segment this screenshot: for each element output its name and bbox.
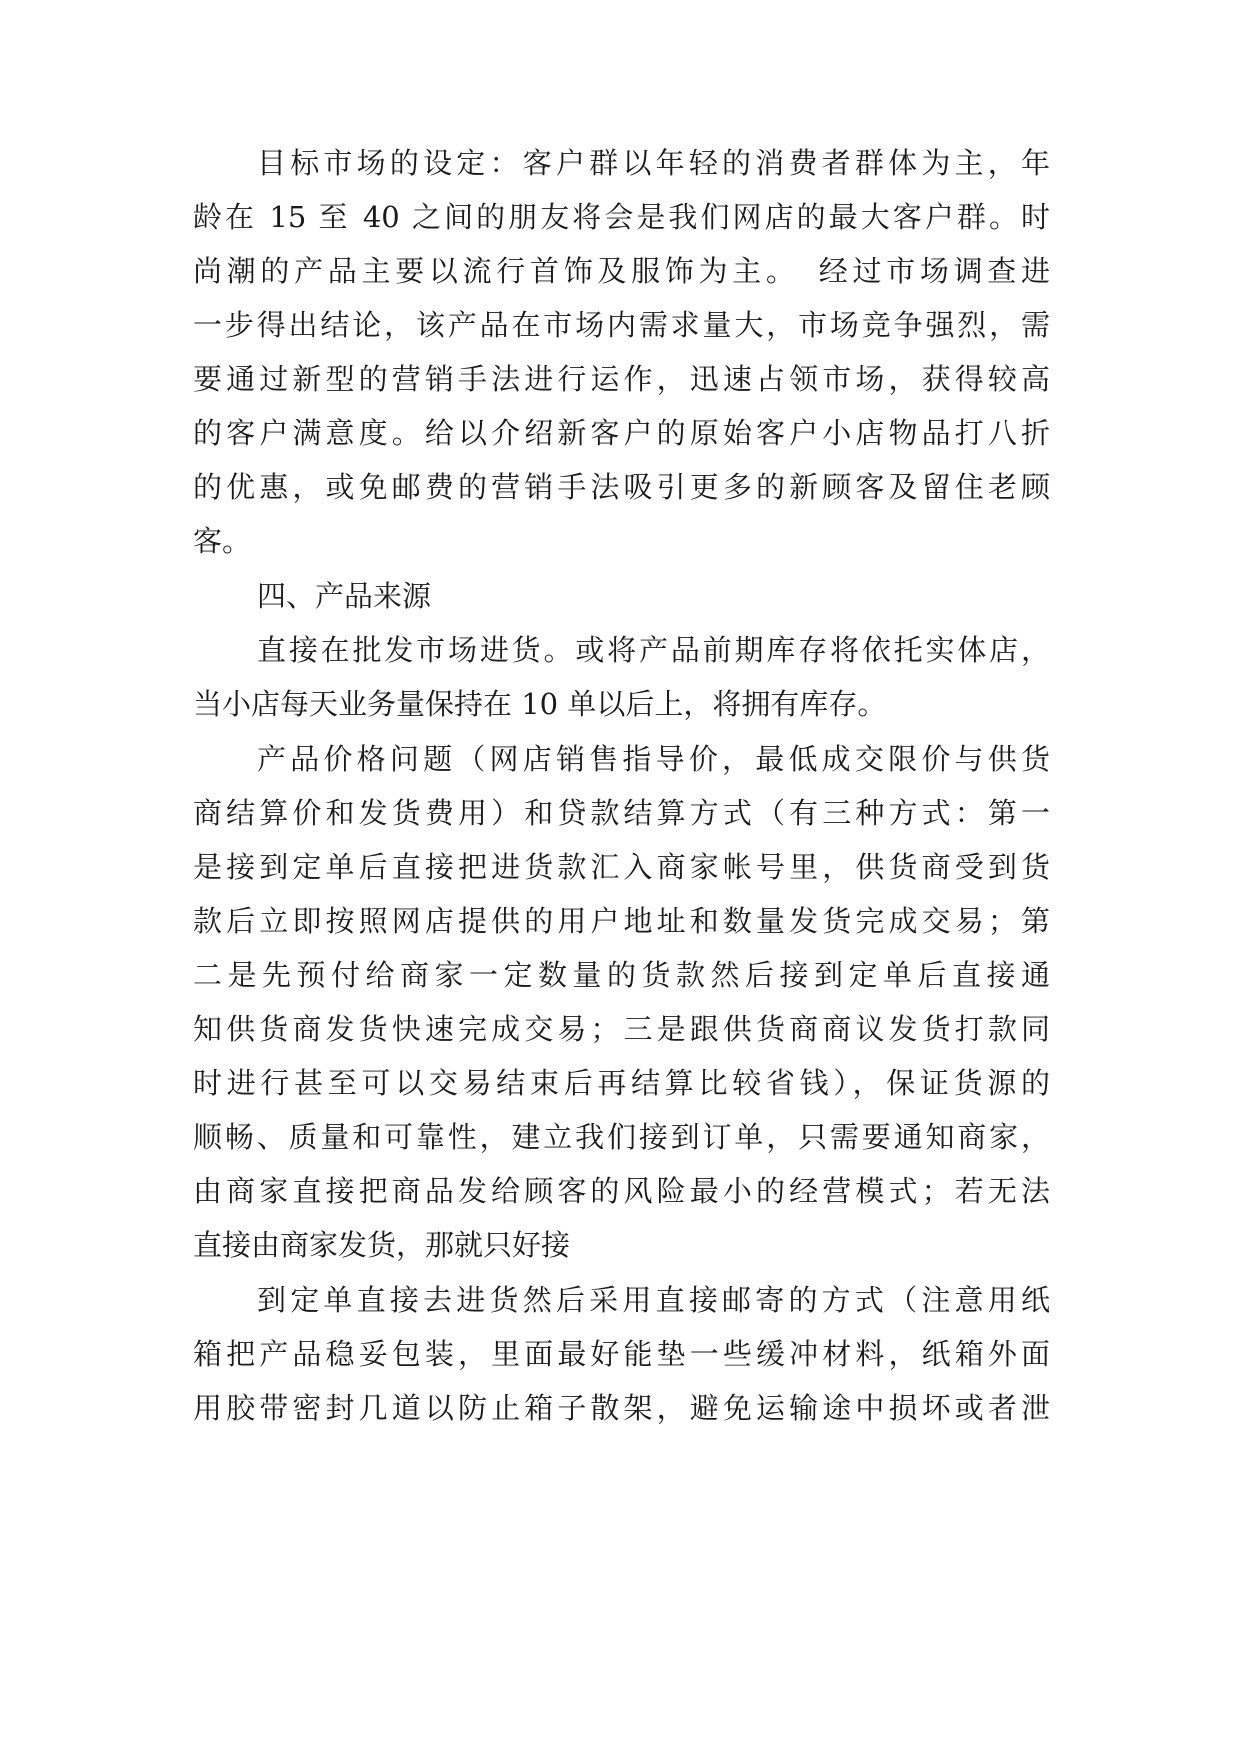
text-line: 目标市场的设定：客户群以年轻的消费者群体为主，年 (257, 146, 1050, 180)
text-line: 客。 (193, 524, 252, 558)
text-line: 四、产品来源 (257, 579, 432, 613)
text-line: 是接到定单后直接把进货款汇入商家帐号里，供货商受到货 (193, 850, 1050, 884)
text-line: 用胶带密封几道以防止箱子散架，避免运输途中损坏或者泄 (193, 1391, 1050, 1425)
text-line: 尚潮的产品主要以流行首饰及服饰为主。 经过市场调查进 (193, 254, 1050, 288)
text-line: 箱把产品稳妥包装，里面最好能垫一些缓冲材料，纸箱外面 (193, 1337, 1050, 1371)
text-line: 直接由商家发货，那就只好接 (193, 1228, 571, 1262)
text-line: 直接在批发市场进货。或将产品前期库存将依托实体店， (257, 633, 1050, 667)
text-line: 知供货商发货快速完成交易；三是跟供货商商议发货打款同 (193, 1012, 1050, 1046)
text-line: 由商家直接把商品发给顾客的风险最小的经营模式；若无法 (193, 1174, 1050, 1208)
text-line: 商结算价和发货费用）和贷款结算方式（有三种方式：第一 (193, 796, 1050, 830)
text-line: 产品价格问题（网店销售指导价，最低成交限价与供货 (257, 742, 1050, 776)
text-line: 顺畅、质量和可靠性，建立我们接到订单，只需要通知商家， (193, 1120, 1050, 1154)
text-line: 款后立即按照网店提供的用户地址和数量发货完成交易；第 (193, 904, 1050, 938)
text-line: 时进行甚至可以交易结束后再结算比较省钱），保证货源的 (193, 1066, 1050, 1100)
text-line: 二是先预付给商家一定数量的货款然后接到定单后直接通 (193, 958, 1050, 992)
text-line: 的客户满意度。给以介绍新客户的原始客户小店物品打八折 (193, 416, 1050, 450)
text-line: 的优惠，或免邮费的营销手法吸引更多的新顾客及留住老顾 (193, 470, 1050, 504)
text-line: 要通过新型的营销手法进行运作，迅速占领市场，获得较高 (193, 362, 1050, 396)
text-line: 当小店每天业务量保持在 10 单以后上，将拥有库存。 (193, 687, 887, 721)
text-line: 到定单直接去进货然后采用直接邮寄的方式（注意用纸 (257, 1283, 1050, 1317)
text-line: 龄在 15 至 40 之间的朋友将会是我们网店的最大客户群。时 (193, 200, 1050, 234)
text-line: 一步得出结论，该产品在市场内需求量大，市场竞争强烈，需 (193, 308, 1050, 342)
